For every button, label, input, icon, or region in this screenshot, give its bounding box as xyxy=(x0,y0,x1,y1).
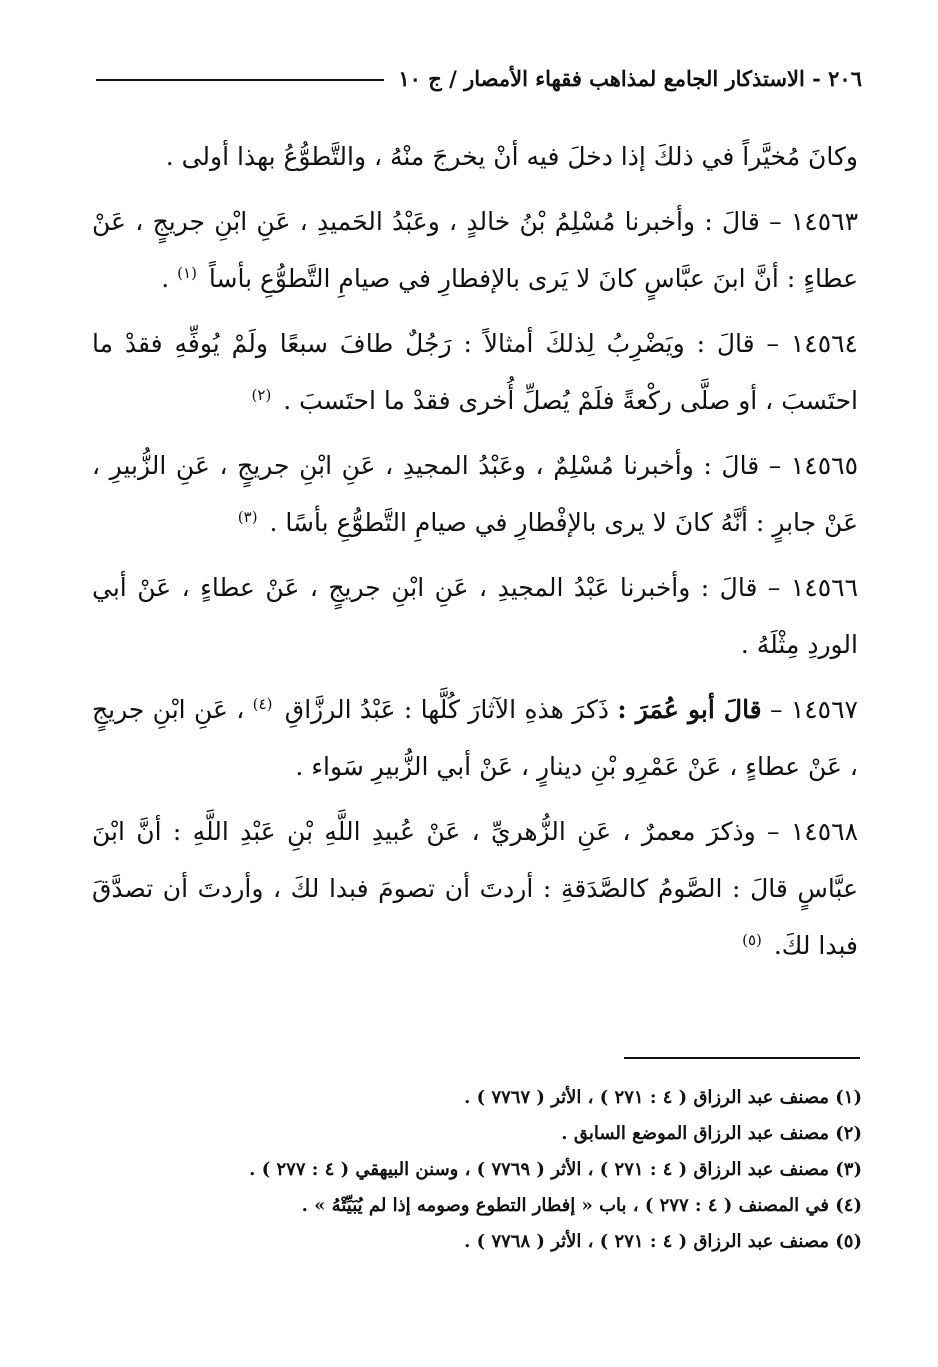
footnote-separator xyxy=(624,1057,860,1059)
footnote-reference: (١) xyxy=(177,263,197,282)
footnote-reference: (٤) xyxy=(252,694,273,713)
paragraph-number: ١٤٥٦٧ – xyxy=(769,695,858,724)
footnote-1: (١) مصنف عبد الرزاق ( ٤ : ٢٧١ ) ، الأثر ( ٧٧٦٧ ) . xyxy=(464,1087,862,1108)
header-rule xyxy=(96,79,384,81)
running-header xyxy=(96,58,862,98)
paragraph-text: قالَ : وأخبرنا عَبْدُ المجيدِ ، عَنِ ابْنِ جريجٍ ، عَنْ عطاءٍ ، عَنْ أبي الوردِ مِثْلَهُ . xyxy=(92,573,858,659)
footnote-reference: (٥) xyxy=(742,930,762,949)
main-text xyxy=(92,128,858,982)
paragraph-text: قالَ : ويَضْرِبُ لِذلكَ أمثالاً : رَجُلٌ طافَ سبعًا ولَمْ يُوفِّهِ فقدْ ما احتَسبَ ، أو صلَّى ركْعةً فلَمْ يُصلِّ أُخرى فقدْ ما احتَسبَ . xyxy=(92,329,858,415)
footnote-2: (٢) مصنف عبد الرزاق الموضع السابق . xyxy=(561,1123,862,1144)
paragraph-text: وذكرَ معمرٌ ، عَنِ الزُّهريِّ ، عَنْ عُبيدِ اللَّهِ بْنِ عَبْدِ اللَّهِ : أنَّ ابْنَ عبَّاسٍ قالَ : الصَّومُ كالصَّدَقةِ : أردتَ أن تصومَ فبدا لكَ ، وأردتَ أن تصدَّقَ فبدا لكَ. xyxy=(92,817,858,960)
speaker-label: قالَ أبو عُمَرَ : xyxy=(617,695,762,724)
footnote-4: (٤) في المصنف ( ٤ : ٢٧٧ ) ، باب « إفطار التطوع وصومه إذا لم يُبَيِّتْهُ » . xyxy=(301,1195,862,1216)
paragraph-number: ١٤٥٦٦ – xyxy=(767,573,859,602)
paragraph-number: ١٤٥٦٤ – xyxy=(766,329,858,358)
paragraph-number: ١٤٥٦٥ – xyxy=(768,451,859,480)
paragraph-14566 xyxy=(92,559,858,673)
paragraph-text: وكانَ مُخيَّراً في ذلكَ إذا دخلَ فيه أنْ يخرجَ منْهُ ، والتَّطوُّعُ بهذا أولى . xyxy=(165,142,858,171)
paragraph-text: ذَكرَ هذهِ الآثارَ كُلَّها : عَبْدُ الرزَّاقِ xyxy=(284,695,610,724)
paragraph-number: ١٤٥٦٨ – xyxy=(767,817,858,846)
paragraph-number: ١٤٥٦٣ – xyxy=(769,207,859,236)
footnote-5: (٥) مصنف عبد الرزاق ( ٤ : ٢٧١ ) ، الأثر ( ٧٧٦٨ ) . xyxy=(464,1231,862,1252)
footnotes xyxy=(110,1080,862,1260)
paragraph-end: . xyxy=(161,264,170,293)
running-header-text: ٢٠٦ - الاستذكار الجامع لمذاهب فقهاء الأمصار / ج ١٠ xyxy=(398,65,862,91)
paragraph-continuation xyxy=(92,128,858,185)
paragraph-14568 xyxy=(92,803,858,974)
paragraph-14564 xyxy=(92,315,858,429)
paragraph-text: قالَ : وأخبرنا مُسْلِمٌ ، وعَبْدُ المجيدِ ، عَنِ ابْنِ جريجٍ ، عَنِ الزُّبيرِ ، عَنْ جابرٍ : أنَّهُ كانَ لا يرى بالإفْطارِ في صيامِ التَّطوُّعِ بأسًا . xyxy=(92,451,858,537)
paragraph-14567 xyxy=(92,681,858,795)
footnote-reference: (٢) xyxy=(251,385,272,404)
footnote-reference: (٣) xyxy=(237,507,258,526)
paragraph-end: ، عَنِ ابْنِ جريجٍ ، عَنْ عطاءٍ ، عَنْ عَمْرِو بْنِ دينارٍ ، عَنْ أبي الزُّبيرِ سَواء . xyxy=(92,695,858,781)
paragraph-text: قالَ : وأخبرنا مُسْلِمُ بْنُ خالدٍ ، وعَبْدُ الحَميدِ ، عَنِ ابْنِ جريجٍ ، عَنْ عطاءٍ : أنَّ ابنَ عبَّاسٍ كانَ لا يَرى بالإفطارِ في صيامِ التَّطوُّعِ بأساً xyxy=(92,207,858,293)
paragraph-14565 xyxy=(92,437,858,551)
paragraph-14563 xyxy=(92,193,858,307)
footnote-3: (٣) مصنف عبد الرزاق ( ٤ : ٢٧١ ) ، الأثر ( ٧٧٦٩ ) ، وسنن البيهقي ( ٤ : ٢٧٧ ) . xyxy=(249,1159,862,1180)
